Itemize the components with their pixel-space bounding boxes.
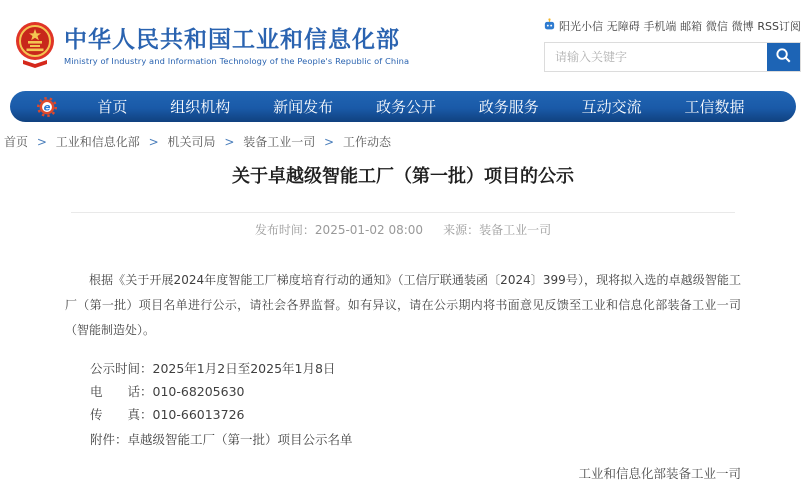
miit-gear-logo-icon (36, 96, 58, 118)
breadcrumb-separator: > (148, 135, 159, 149)
quick-link-wechat[interactable]: 微信 (705, 20, 728, 33)
fax-line: 传 真：010-66013726 (90, 407, 245, 422)
notice-period: 公示时间：2025年1月2日至2025年1月8日 (90, 361, 336, 376)
main-nav (10, 91, 796, 122)
nav-item-news[interactable]: 新闻发布 (273, 98, 334, 116)
attachment-label: 附件： (90, 432, 128, 447)
breadcrumb-miit[interactable]: 工业和信息化部 (55, 135, 140, 149)
nav-item-organization[interactable]: 组织机构 (170, 98, 231, 116)
article (65, 165, 741, 482)
search-input[interactable] (545, 43, 767, 71)
quick-link-mail[interactable]: 邮箱 (680, 20, 703, 33)
search-button[interactable] (767, 43, 800, 71)
title-divider (71, 212, 735, 213)
quick-link-mobile[interactable]: 手机端 (643, 20, 677, 33)
nav-item-gov-openness[interactable]: 政务公开 (375, 98, 436, 116)
breadcrumb-home[interactable]: 首页 (4, 135, 29, 149)
nav-item-gov-services[interactable]: 政务服务 (478, 98, 539, 116)
quick-link-rss[interactable]: RSS订阅 (757, 20, 801, 33)
svg-text:e: e (43, 102, 51, 114)
quick-links (543, 18, 801, 34)
article-meta (65, 222, 741, 238)
source-value: 装备工业一司 (479, 223, 552, 237)
sunshine-robot-icon (543, 18, 556, 34)
nav-items (76, 96, 766, 117)
search-icon (775, 47, 792, 67)
article-signature: 工业和信息化部装备工业一司 (578, 466, 741, 481)
quick-link-sunshine[interactable]: 阳光小信 (543, 18, 603, 34)
breadcrumb (4, 133, 391, 150)
phone-line: 电 话：010-68205630 (90, 384, 245, 399)
quick-link-weibo[interactable]: 微博 (731, 20, 754, 33)
article-title: 关于卓越级智能工厂（第一批）项目的公示 (232, 166, 574, 187)
breadcrumb-separator: > (36, 135, 47, 149)
attachment-link[interactable]: 卓越级智能工厂（第一批）项目公示名单 (127, 432, 353, 447)
attachment-row (65, 432, 741, 448)
breadcrumb-separator: > (324, 135, 335, 149)
publish-time-value: 2025-01-02 08:00 (314, 223, 424, 237)
national-emblem-icon (13, 20, 57, 72)
source-label: 来源： (443, 223, 480, 237)
publish-time-label: 发布时间： (254, 223, 315, 237)
breadcrumb-separator: > (224, 135, 235, 149)
site-subtitle: Ministry of Industry and Information Technology of the People's Republic of China (64, 55, 410, 66)
site-brand[interactable] (13, 20, 409, 72)
nav-item-interaction[interactable]: 互动交流 (581, 98, 642, 116)
nav-item-home[interactable]: 首页 (97, 98, 128, 116)
contact-info (65, 357, 741, 426)
breadcrumb-current: 工作动态 (342, 135, 391, 149)
search-box (544, 42, 801, 72)
breadcrumb-equipment-dept[interactable]: 装备工业一司 (243, 135, 316, 149)
article-paragraph: 根据《关于开展2024年度智能工厂梯度培育行动的通知》（工信厅联通装函〔2024〕399号），现将拟入选的卓越级智能工厂（第一批）项目名单进行公示，请社会各界监督。如有异议，请在公示期内将书面意见反馈至工业和信息化部装备工业一司（智能制造处）。 (65, 273, 741, 337)
quick-link-accessibility[interactable]: 无障碍 (606, 20, 640, 33)
nav-item-miit-data[interactable]: 工信数据 (684, 98, 745, 116)
site-title: 中华人民共和国工业和信息化部 (64, 26, 400, 53)
breadcrumb-departments[interactable]: 机关司局 (167, 135, 216, 149)
